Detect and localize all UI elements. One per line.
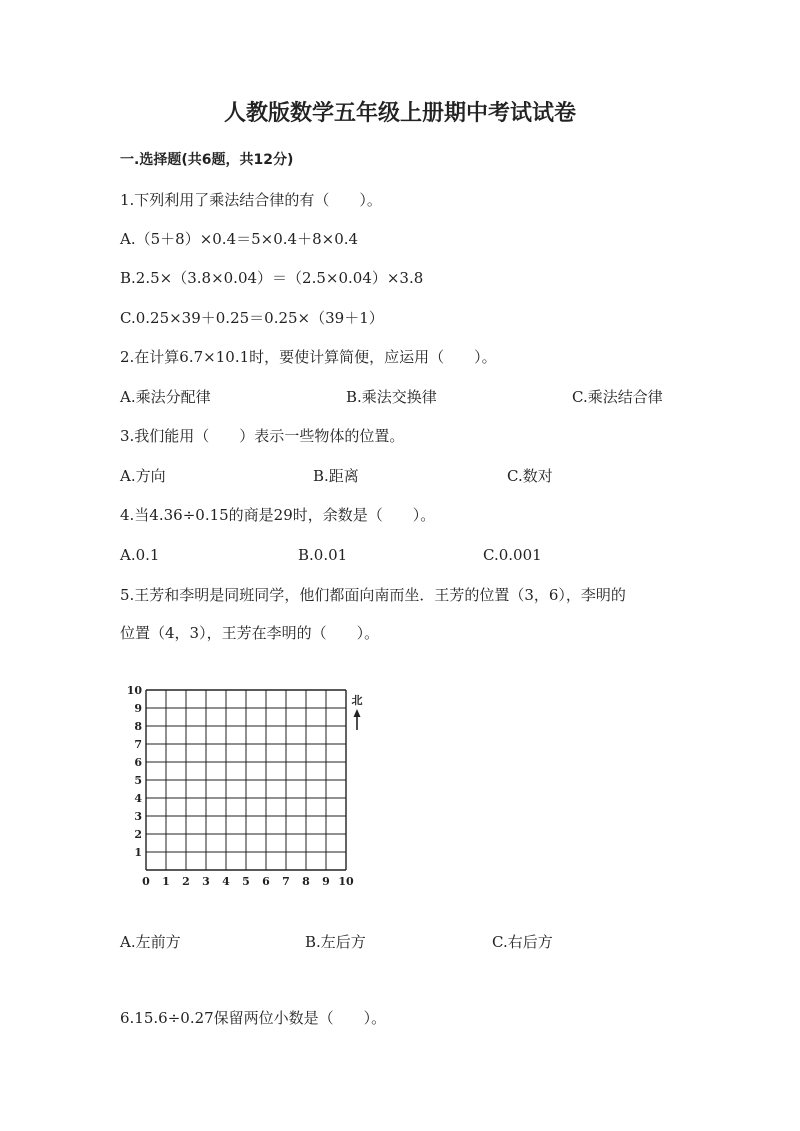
x-axis-label: 7	[282, 875, 290, 888]
y-axis-label: 5	[134, 774, 142, 787]
question-2-option-b: B.乘法交换律	[346, 388, 437, 406]
question-3-option-b: B.距离	[313, 467, 359, 485]
y-axis-label: 8	[134, 720, 142, 733]
question-1-stem: 1.下列利用了乘法结合律的有（ ）。	[120, 191, 382, 209]
question-1-option-c: C.0.25×39＋0.25＝0.25×（39＋1）	[120, 309, 384, 327]
x-axis-label: 1	[162, 875, 170, 888]
question-3-option-c: C.数对	[507, 467, 553, 485]
y-axis-label: 6	[134, 756, 142, 769]
y-axis-label: 10	[126, 684, 142, 697]
coordinate-grid	[120, 680, 380, 895]
question-4-option-c: C.0.001	[483, 546, 542, 564]
page-title: 人教版数学五年级上册期中考试试卷	[223, 101, 576, 126]
up-arrow-icon	[354, 709, 361, 730]
question-4-option-a: A.0.1	[120, 546, 160, 564]
question-5-stem-line2: 位置（4，3），王芳在李明的（ ）。	[120, 624, 380, 642]
y-axis-label: 7	[134, 738, 142, 751]
x-axis-label: 4	[222, 875, 230, 888]
question-5-stem-line1: 5.王芳和李明是同班同学，他们都面向南而坐．王芳的位置（3，6），李明的	[120, 586, 626, 604]
x-axis-labels	[142, 875, 354, 888]
question-3-stem: 3.我们能用（ ）表示一些物体的位置。	[120, 427, 405, 445]
x-axis-label: 3	[202, 875, 210, 888]
question-5-option-b: B.左后方	[305, 933, 366, 951]
question-5-option-c: C.右后方	[492, 933, 553, 951]
question-2-option-c: C.乘法结合律	[572, 388, 663, 406]
y-axis-label: 4	[134, 792, 142, 805]
question-3-option-a: A.方向	[120, 467, 166, 485]
question-1-option-b: B.2.5×（3.8×0.04）＝（2.5×0.04）×3.8	[120, 269, 424, 287]
x-axis-label: 2	[182, 875, 190, 888]
north-label: 北	[351, 694, 363, 707]
section-heading: 一.选择题(共6题，共12分)	[120, 152, 294, 168]
question-1-option-a: A.（5＋8）×0.4＝5×0.4＋8×0.4	[120, 230, 359, 248]
x-axis-label: 9	[322, 875, 330, 888]
question-4-option-b: B.0.01	[298, 546, 348, 564]
x-axis-label: 10	[338, 875, 354, 888]
x-axis-label: 8	[302, 875, 310, 888]
y-axis-label: 3	[134, 810, 142, 823]
y-axis-label: 2	[134, 828, 142, 841]
question-4-stem: 4.当4.36÷0.15的商是29时，余数是（ ）。	[120, 506, 436, 524]
question-2-stem: 2.在计算6.7×10.1时，要使计算简便，应运用（ ）。	[120, 348, 497, 366]
question-5-option-a: A.左前方	[120, 933, 181, 951]
y-axis-labels	[127, 684, 143, 859]
x-axis-label: 5	[242, 875, 250, 888]
y-axis-label: 1	[134, 846, 142, 859]
question-2-option-a: A.乘法分配律	[120, 388, 211, 406]
grid-lines	[146, 690, 346, 870]
x-axis-label: 6	[262, 875, 270, 888]
question-6-stem: 6.15.6÷0.27保留两位小数是（ ）。	[120, 1009, 387, 1027]
y-axis-label: 9	[134, 702, 142, 715]
x-axis-label: 0	[142, 875, 150, 888]
